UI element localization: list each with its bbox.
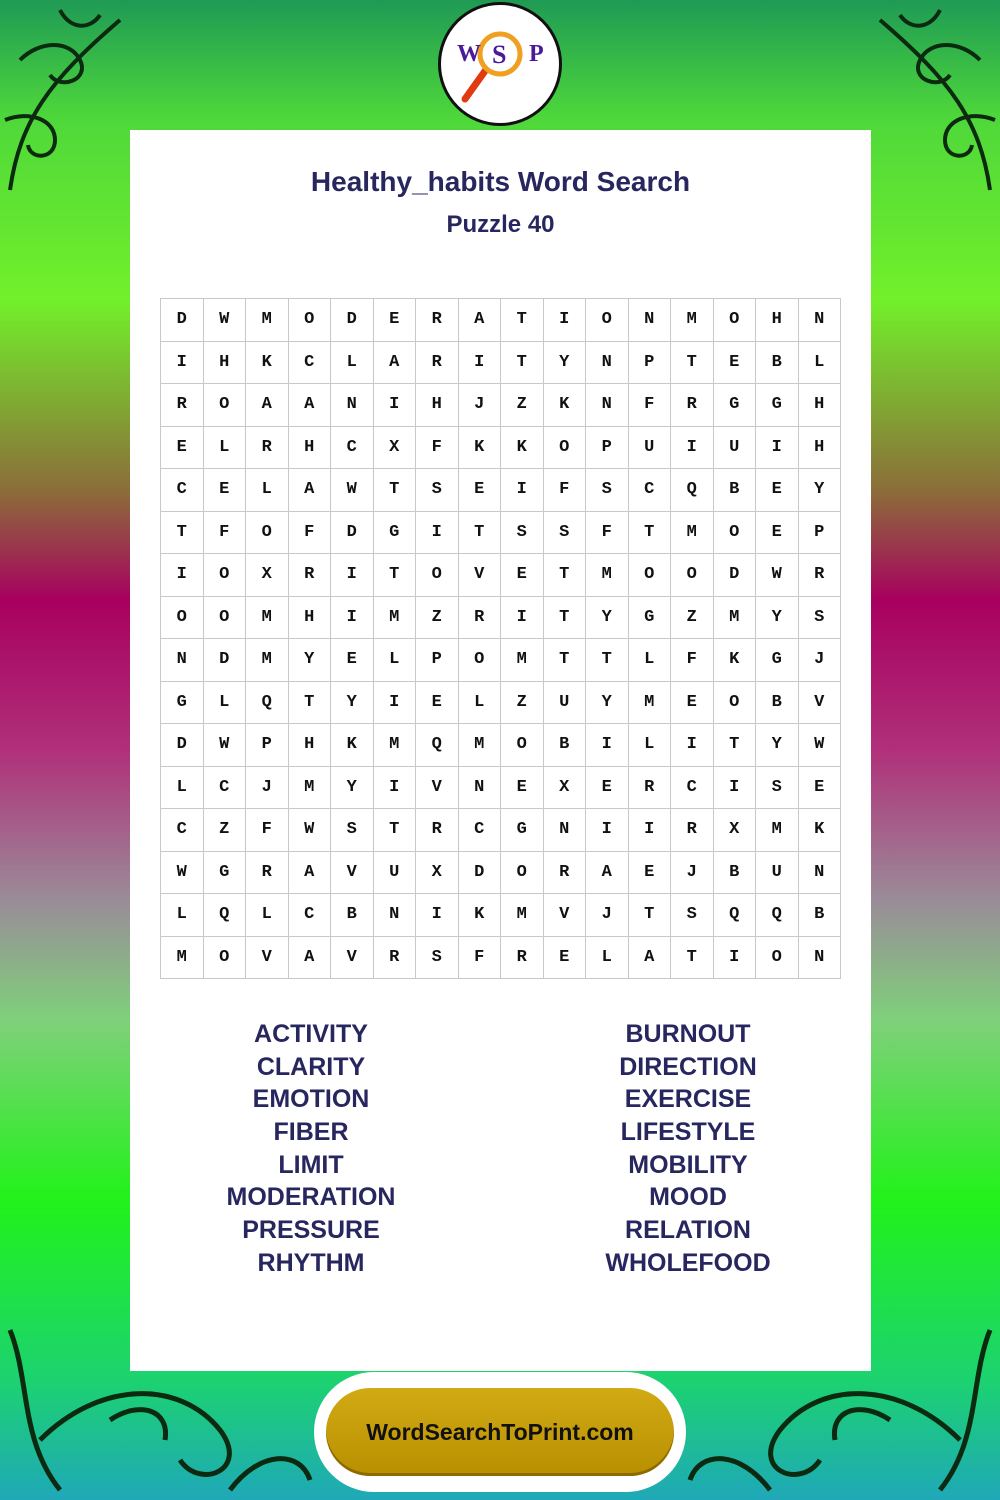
- grid-cell[interactable]: O: [714, 512, 757, 555]
- grid-cell[interactable]: Y: [289, 639, 332, 682]
- grid-cell[interactable]: S: [416, 937, 459, 980]
- grid-cell[interactable]: O: [586, 299, 629, 342]
- grid-cell[interactable]: T: [544, 597, 587, 640]
- word-list-item: RHYTHM: [257, 1248, 365, 1277]
- grid-cell[interactable]: R: [416, 342, 459, 385]
- grid-cell[interactable]: R: [246, 427, 289, 470]
- grid-cell[interactable]: R: [246, 852, 289, 895]
- grid-cell[interactable]: R: [671, 384, 714, 427]
- grid-cell[interactable]: L: [246, 894, 289, 937]
- grid-cell[interactable]: E: [416, 682, 459, 725]
- grid-cell[interactable]: F: [671, 639, 714, 682]
- grid-cell[interactable]: O: [714, 682, 757, 725]
- grid-cell[interactable]: Q: [714, 894, 757, 937]
- grid-cell[interactable]: T: [629, 512, 672, 555]
- grid-cell[interactable]: J: [459, 384, 502, 427]
- grid-cell[interactable]: G: [374, 512, 417, 555]
- grid-cell[interactable]: O: [544, 427, 587, 470]
- grid-cell[interactable]: T: [161, 512, 204, 555]
- grid-cell[interactable]: R: [501, 937, 544, 980]
- grid-cell[interactable]: E: [756, 512, 799, 555]
- word-list-item: MOOD: [649, 1183, 727, 1212]
- grid-cell[interactable]: J: [246, 767, 289, 810]
- grid-cell[interactable]: I: [586, 809, 629, 852]
- grid-cell[interactable]: M: [459, 724, 502, 767]
- grid-cell[interactable]: R: [459, 597, 502, 640]
- grid-cell[interactable]: K: [544, 384, 587, 427]
- grid-cell[interactable]: B: [714, 852, 757, 895]
- grid-cell[interactable]: A: [246, 384, 289, 427]
- grid-cell[interactable]: K: [246, 342, 289, 385]
- grid-cell[interactable]: T: [374, 809, 417, 852]
- website-button[interactable]: WordSearchToPrint.com: [326, 1388, 674, 1476]
- grid-cell[interactable]: X: [544, 767, 587, 810]
- grid-cell[interactable]: W: [331, 469, 374, 512]
- grid-cell[interactable]: U: [714, 427, 757, 470]
- word-list-left: [131, 1018, 491, 1280]
- grid-cell[interactable]: O: [289, 299, 332, 342]
- grid-cell[interactable]: E: [161, 427, 204, 470]
- grid-cell[interactable]: I: [501, 469, 544, 512]
- grid-cell[interactable]: I: [374, 682, 417, 725]
- grid-cell[interactable]: O: [416, 554, 459, 597]
- grid-cell[interactable]: L: [161, 894, 204, 937]
- grid-cell[interactable]: D: [331, 512, 374, 555]
- grid-cell[interactable]: R: [289, 554, 332, 597]
- grid-cell[interactable]: L: [204, 682, 247, 725]
- grid-cell[interactable]: J: [799, 639, 842, 682]
- grid-cell[interactable]: H: [289, 724, 332, 767]
- magnifier-icon: [445, 19, 555, 109]
- grid-cell[interactable]: N: [459, 767, 502, 810]
- grid-cell[interactable]: G: [161, 682, 204, 725]
- word-list-item: EMOTION: [252, 1085, 370, 1114]
- grid-cell[interactable]: A: [289, 384, 332, 427]
- logo-letter-s: S: [492, 40, 507, 69]
- grid-cell[interactable]: M: [586, 554, 629, 597]
- grid-cell[interactable]: I: [671, 427, 714, 470]
- grid-cell[interactable]: K: [331, 724, 374, 767]
- grid-cell[interactable]: H: [799, 427, 842, 470]
- grid-cell[interactable]: W: [756, 554, 799, 597]
- grid-cell[interactable]: H: [756, 299, 799, 342]
- grid-cell[interactable]: E: [756, 469, 799, 512]
- grid-cell[interactable]: M: [671, 512, 714, 555]
- grid-cell[interactable]: A: [289, 469, 332, 512]
- grid-cell[interactable]: O: [161, 597, 204, 640]
- grid-cell[interactable]: S: [586, 469, 629, 512]
- grid-cell[interactable]: V: [416, 767, 459, 810]
- word-list-item: LIMIT: [278, 1150, 344, 1179]
- grid-cell[interactable]: T: [374, 469, 417, 512]
- grid-cell[interactable]: V: [459, 554, 502, 597]
- grid-cell[interactable]: S: [544, 512, 587, 555]
- grid-cell[interactable]: F: [416, 427, 459, 470]
- grid-cell[interactable]: N: [799, 299, 842, 342]
- grid-cell[interactable]: E: [629, 852, 672, 895]
- logo-letter-w: W: [457, 41, 481, 67]
- grid-cell[interactable]: T: [374, 554, 417, 597]
- grid-cell[interactable]: G: [714, 384, 757, 427]
- grid-cell[interactable]: Q: [416, 724, 459, 767]
- grid-cell[interactable]: L: [629, 639, 672, 682]
- grid-cell[interactable]: S: [671, 894, 714, 937]
- grid-cell[interactable]: U: [629, 427, 672, 470]
- grid-cell[interactable]: A: [459, 299, 502, 342]
- grid-cell[interactable]: I: [161, 554, 204, 597]
- grid-cell[interactable]: Y: [544, 342, 587, 385]
- grid-cell[interactable]: T: [671, 342, 714, 385]
- word-list-item: MOBILITY: [628, 1150, 748, 1179]
- grid-cell[interactable]: E: [459, 469, 502, 512]
- grid-cell[interactable]: K: [459, 427, 502, 470]
- grid-cell[interactable]: N: [586, 342, 629, 385]
- grid-cell[interactable]: Y: [331, 682, 374, 725]
- grid-cell[interactable]: R: [416, 299, 459, 342]
- grid-cell[interactable]: I: [161, 342, 204, 385]
- grid-cell[interactable]: C: [289, 342, 332, 385]
- grid-cell[interactable]: O: [629, 554, 672, 597]
- grid-cell[interactable]: T: [544, 554, 587, 597]
- grid-cell[interactable]: C: [161, 469, 204, 512]
- grid-cell[interactable]: K: [799, 809, 842, 852]
- grid-cell[interactable]: C: [161, 809, 204, 852]
- grid-cell[interactable]: O: [501, 852, 544, 895]
- grid-cell[interactable]: G: [629, 597, 672, 640]
- grid-cell[interactable]: T: [629, 894, 672, 937]
- grid-cell[interactable]: R: [671, 809, 714, 852]
- grid-cell[interactable]: N: [799, 852, 842, 895]
- grid-cell[interactable]: W: [289, 809, 332, 852]
- grid-cell[interactable]: T: [586, 639, 629, 682]
- grid-cell[interactable]: D: [204, 639, 247, 682]
- grid-cell[interactable]: H: [289, 597, 332, 640]
- grid-cell[interactable]: A: [629, 937, 672, 980]
- grid-cell[interactable]: I: [331, 554, 374, 597]
- grid-cell[interactable]: T: [501, 342, 544, 385]
- word-list-item: ACTIVITY: [254, 1020, 368, 1048]
- grid-cell[interactable]: G: [204, 852, 247, 895]
- grid-cell[interactable]: F: [586, 512, 629, 555]
- grid-cell[interactable]: F: [459, 937, 502, 980]
- grid-cell[interactable]: I: [756, 427, 799, 470]
- grid-cell[interactable]: O: [756, 937, 799, 980]
- grid-cell[interactable]: P: [586, 427, 629, 470]
- grid-cell[interactable]: C: [204, 767, 247, 810]
- word-list-right: [508, 1018, 868, 1280]
- grid-cell[interactable]: N: [161, 639, 204, 682]
- grid-cell[interactable]: F: [204, 512, 247, 555]
- grid-cell[interactable]: H: [799, 384, 842, 427]
- word-list-item: RELATION: [625, 1216, 751, 1245]
- grid-cell[interactable]: M: [714, 597, 757, 640]
- grid-cell[interactable]: L: [799, 342, 842, 385]
- grid-cell[interactable]: O: [204, 554, 247, 597]
- grid-cell[interactable]: F: [629, 384, 672, 427]
- grid-cell[interactable]: M: [501, 894, 544, 937]
- grid-cell[interactable]: H: [289, 427, 332, 470]
- grid-cell[interactable]: W: [204, 724, 247, 767]
- grid-cell[interactable]: G: [756, 384, 799, 427]
- grid-cell[interactable]: H: [204, 342, 247, 385]
- grid-cell[interactable]: S: [799, 597, 842, 640]
- grid-cell[interactable]: V: [246, 937, 289, 980]
- grid-cell[interactable]: R: [544, 852, 587, 895]
- grid-cell[interactable]: T: [714, 724, 757, 767]
- grid-cell[interactable]: O: [459, 639, 502, 682]
- grid-cell[interactable]: Q: [246, 682, 289, 725]
- grid-cell[interactable]: L: [586, 937, 629, 980]
- grid-cell[interactable]: I: [671, 724, 714, 767]
- grid-cell[interactable]: O: [204, 937, 247, 980]
- grid-cell[interactable]: Q: [756, 894, 799, 937]
- grid-cell[interactable]: Y: [586, 597, 629, 640]
- grid-cell[interactable]: A: [374, 342, 417, 385]
- grid-cell[interactable]: I: [501, 597, 544, 640]
- site-logo[interactable]: [438, 2, 562, 126]
- grid-cell[interactable]: W: [161, 852, 204, 895]
- grid-cell[interactable]: I: [459, 342, 502, 385]
- word-list-item: EXERCISE: [624, 1085, 752, 1114]
- grid-cell[interactable]: B: [799, 894, 842, 937]
- grid-cell[interactable]: F: [544, 469, 587, 512]
- grid-cell[interactable]: E: [799, 767, 842, 810]
- grid-cell[interactable]: O: [501, 724, 544, 767]
- grid-cell[interactable]: P: [246, 724, 289, 767]
- grid-cell[interactable]: B: [714, 469, 757, 512]
- grid-cell[interactable]: X: [714, 809, 757, 852]
- grid-cell[interactable]: I: [714, 767, 757, 810]
- letter-grid: [160, 298, 841, 979]
- grid-cell[interactable]: I: [374, 767, 417, 810]
- grid-cell[interactable]: E: [204, 469, 247, 512]
- grid-cell[interactable]: Y: [586, 682, 629, 725]
- grid-cell[interactable]: E: [374, 299, 417, 342]
- grid-cell[interactable]: G: [756, 639, 799, 682]
- grid-cell[interactable]: P: [416, 639, 459, 682]
- grid-cell[interactable]: D: [161, 299, 204, 342]
- grid-cell[interactable]: O: [671, 554, 714, 597]
- grid-cell[interactable]: E: [501, 554, 544, 597]
- grid-cell[interactable]: M: [246, 597, 289, 640]
- grid-cell[interactable]: E: [586, 767, 629, 810]
- grid-cell[interactable]: M: [246, 299, 289, 342]
- grid-cell[interactable]: O: [246, 512, 289, 555]
- word-list-item: DIRECTION: [619, 1052, 757, 1081]
- grid-cell[interactable]: I: [629, 809, 672, 852]
- grid-cell[interactable]: Q: [204, 894, 247, 937]
- grid-cell[interactable]: Q: [671, 469, 714, 512]
- grid-cell[interactable]: S: [416, 469, 459, 512]
- grid-cell[interactable]: K: [501, 427, 544, 470]
- grid-cell[interactable]: M: [246, 639, 289, 682]
- grid-cell[interactable]: Y: [799, 469, 842, 512]
- grid-cell[interactable]: M: [374, 724, 417, 767]
- word-list-item: LIFESTYLE: [620, 1118, 756, 1147]
- grid-cell[interactable]: V: [331, 937, 374, 980]
- grid-cell[interactable]: R: [799, 554, 842, 597]
- grid-cell[interactable]: F: [246, 809, 289, 852]
- puzzle-number: Puzzle 40: [446, 211, 555, 238]
- word-list-item: MODERATION: [226, 1183, 396, 1212]
- grid-cell[interactable]: I: [331, 597, 374, 640]
- grid-cell[interactable]: M: [756, 809, 799, 852]
- grid-cell[interactable]: K: [459, 894, 502, 937]
- grid-cell[interactable]: O: [204, 384, 247, 427]
- grid-cell[interactable]: B: [756, 682, 799, 725]
- grid-cell[interactable]: C: [671, 767, 714, 810]
- grid-cell[interactable]: U: [756, 852, 799, 895]
- grid-cell[interactable]: M: [374, 597, 417, 640]
- grid-cell[interactable]: N: [374, 894, 417, 937]
- grid-cell[interactable]: B: [756, 342, 799, 385]
- grid-cell[interactable]: T: [289, 682, 332, 725]
- word-list-item: WHOLEFOOD: [605, 1248, 771, 1277]
- grid-cell[interactable]: C: [331, 427, 374, 470]
- grid-cell[interactable]: V: [544, 894, 587, 937]
- grid-cell[interactable]: Z: [204, 809, 247, 852]
- grid-cell[interactable]: U: [374, 852, 417, 895]
- grid-cell[interactable]: C: [629, 469, 672, 512]
- word-list-item: PRESSURE: [242, 1216, 380, 1245]
- grid-cell[interactable]: R: [374, 937, 417, 980]
- grid-cell[interactable]: R: [161, 384, 204, 427]
- grid-cell[interactable]: L: [204, 427, 247, 470]
- grid-cell[interactable]: I: [714, 937, 757, 980]
- grid-cell[interactable]: J: [671, 852, 714, 895]
- grid-cell[interactable]: S: [331, 809, 374, 852]
- grid-cell[interactable]: L: [374, 639, 417, 682]
- grid-cell[interactable]: Z: [671, 597, 714, 640]
- grid-cell[interactable]: V: [799, 682, 842, 725]
- grid-cell[interactable]: E: [714, 342, 757, 385]
- grid-cell[interactable]: P: [799, 512, 842, 555]
- grid-cell[interactable]: A: [289, 937, 332, 980]
- grid-cell[interactable]: E: [501, 767, 544, 810]
- puzzle-title: Healthy_habits Word Search: [310, 166, 691, 197]
- grid-cell[interactable]: M: [671, 299, 714, 342]
- grid-cell[interactable]: Y: [756, 597, 799, 640]
- grid-cell[interactable]: H: [416, 384, 459, 427]
- grid-cell[interactable]: D: [331, 299, 374, 342]
- grid-cell[interactable]: M: [629, 682, 672, 725]
- grid-cell[interactable]: A: [289, 852, 332, 895]
- grid-cell[interactable]: P: [629, 342, 672, 385]
- grid-cell[interactable]: J: [586, 894, 629, 937]
- grid-cell[interactable]: N: [331, 384, 374, 427]
- grid-cell[interactable]: Z: [416, 597, 459, 640]
- grid-cell[interactable]: N: [586, 384, 629, 427]
- grid-cell[interactable]: T: [671, 937, 714, 980]
- grid-cell[interactable]: R: [629, 767, 672, 810]
- grid-cell[interactable]: S: [756, 767, 799, 810]
- grid-cell[interactable]: I: [416, 894, 459, 937]
- ornament-top-right: [860, 0, 1000, 200]
- grid-cell[interactable]: T: [459, 512, 502, 555]
- word-list-item: CLARITY: [256, 1052, 366, 1081]
- grid-cell[interactable]: F: [289, 512, 332, 555]
- grid-cell[interactable]: C: [459, 809, 502, 852]
- grid-cell[interactable]: V: [331, 852, 374, 895]
- grid-cell[interactable]: K: [714, 639, 757, 682]
- grid-cell[interactable]: R: [416, 809, 459, 852]
- logo-letter-p: P: [529, 41, 544, 67]
- grid-cell[interactable]: A: [586, 852, 629, 895]
- ornament-top-left: [0, 0, 140, 200]
- grid-cell[interactable]: W: [204, 299, 247, 342]
- grid-cell[interactable]: Z: [501, 682, 544, 725]
- grid-cell[interactable]: E: [331, 639, 374, 682]
- grid-cell[interactable]: I: [416, 512, 459, 555]
- grid-cell[interactable]: L: [331, 342, 374, 385]
- grid-cell[interactable]: T: [544, 639, 587, 682]
- grid-cell[interactable]: L: [629, 724, 672, 767]
- grid-cell[interactable]: Z: [501, 384, 544, 427]
- grid-cell[interactable]: U: [544, 682, 587, 725]
- grid-cell[interactable]: M: [161, 937, 204, 980]
- grid-cell[interactable]: O: [714, 299, 757, 342]
- puzzle-card: [130, 130, 871, 1371]
- grid-cell[interactable]: B: [544, 724, 587, 767]
- grid-cell[interactable]: N: [629, 299, 672, 342]
- word-list-item: BURNOUT: [625, 1020, 751, 1048]
- grid-cell[interactable]: B: [331, 894, 374, 937]
- grid-cell[interactable]: L: [161, 767, 204, 810]
- grid-cell[interactable]: X: [246, 554, 289, 597]
- grid-cell[interactable]: G: [501, 809, 544, 852]
- grid-cell[interactable]: E: [544, 937, 587, 980]
- grid-cell[interactable]: I: [544, 299, 587, 342]
- grid-cell[interactable]: M: [501, 639, 544, 682]
- grid-cell[interactable]: X: [416, 852, 459, 895]
- grid-cell[interactable]: Y: [331, 767, 374, 810]
- grid-cell[interactable]: D: [459, 852, 502, 895]
- grid-cell[interactable]: X: [374, 427, 417, 470]
- grid-cell[interactable]: I: [374, 384, 417, 427]
- grid-cell[interactable]: D: [714, 554, 757, 597]
- grid-cell[interactable]: E: [671, 682, 714, 725]
- word-list-item: FIBER: [273, 1118, 349, 1147]
- grid-cell[interactable]: N: [544, 809, 587, 852]
- grid-cell[interactable]: T: [501, 299, 544, 342]
- grid-cell[interactable]: S: [501, 512, 544, 555]
- grid-cell[interactable]: Y: [756, 724, 799, 767]
- grid-cell[interactable]: W: [799, 724, 842, 767]
- grid-cell[interactable]: I: [586, 724, 629, 767]
- grid-cell[interactable]: L: [459, 682, 502, 725]
- grid-cell[interactable]: O: [204, 597, 247, 640]
- grid-cell[interactable]: L: [246, 469, 289, 512]
- grid-cell[interactable]: M: [289, 767, 332, 810]
- grid-cell[interactable]: C: [289, 894, 332, 937]
- grid-cell[interactable]: N: [799, 937, 842, 980]
- grid-cell[interactable]: D: [161, 724, 204, 767]
